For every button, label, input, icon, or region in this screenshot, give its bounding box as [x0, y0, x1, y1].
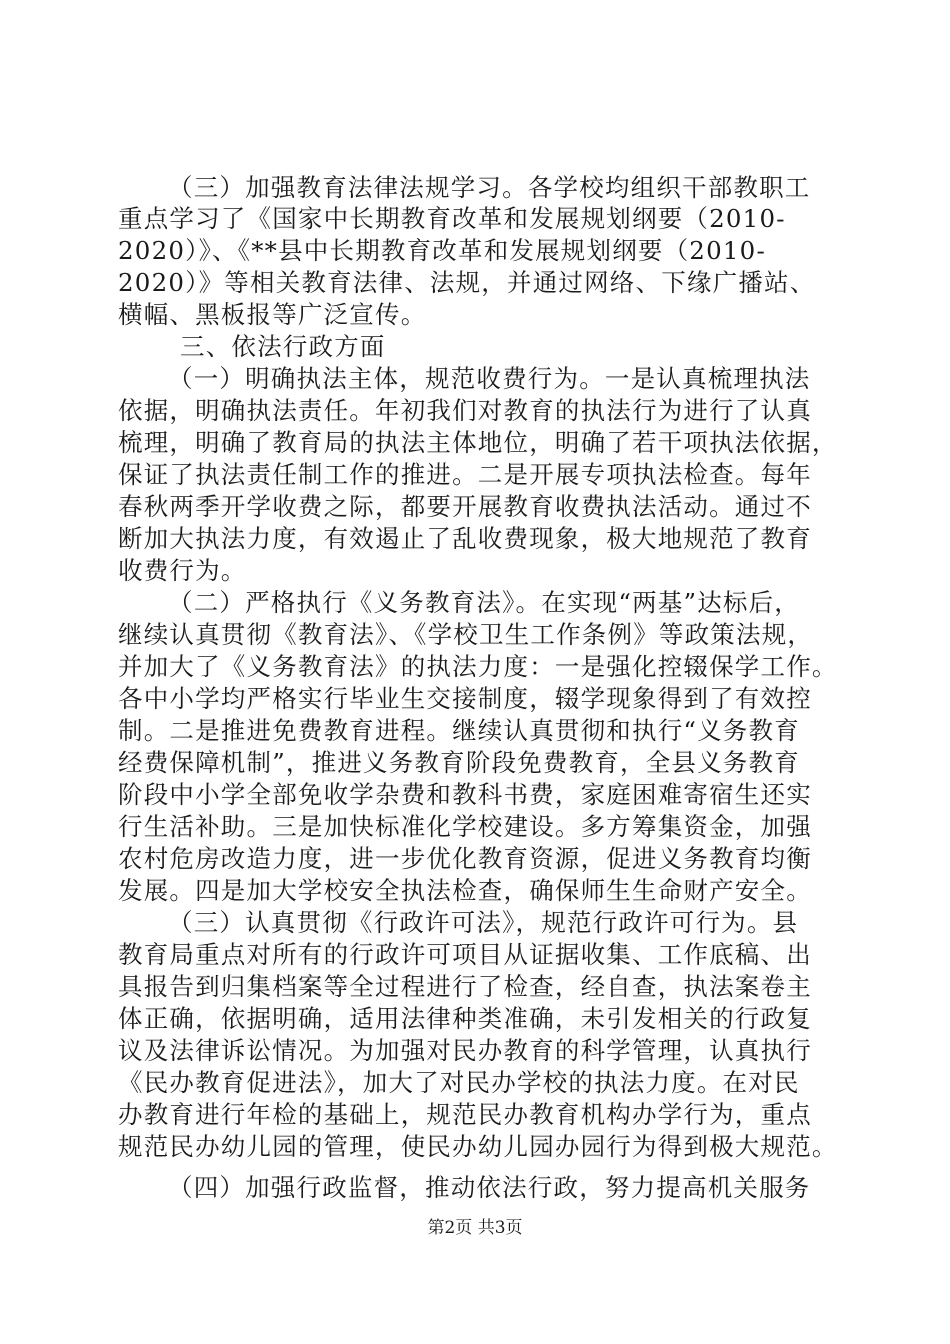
text-line: 经费保障机制”，推进义务教育阶段免费教育，全县义务教育 [118, 748, 800, 777]
text-line: 保证了执法责任制工作的推进。二是开展专项执法检查。每年 [118, 460, 812, 489]
text-line: 行生活补助。三是加快标准化学校建设。多方筹集资金，加强 [118, 812, 812, 841]
text-line: 梳理，明确了教育局的执法主体地位，明确了若干项执法依据， [118, 428, 838, 457]
text-line: 2020）》等相关教育法律、法规，并通过网络、下缘广播站、 [118, 268, 816, 297]
text-line: （一）明确执法主体，规范收费行为。一是认真梳理执法 [168, 364, 811, 393]
text-line: 春秋两季开学收费之际，都要开展教育收费执法活动。通过不 [118, 492, 812, 521]
text-line: 阶段中小学全部免收学杂费和教科书费，家庭困难寄宿生还实 [118, 780, 812, 809]
text-line: （三）认真贯彻《行政许可法》，规范行政许可行为。县 [168, 908, 799, 937]
text-line: 体正确，依据明确，适用法律种类准确，未引发相关的行政复 [118, 1004, 812, 1033]
text-line: 规范民办幼儿园的管理，使民办幼儿园办园行为得到极大规范。 [118, 1132, 838, 1161]
text-line: 并加大了《义务教育法》的执法力度：一是强化控辍保学工作。 [118, 652, 838, 681]
text-line: 教育局重点对所有的行政许可项目从证据收集、工作底稿、出 [118, 940, 812, 969]
text-line: （四）加强行政监督，推动依法行政，努力提高机关服务 [168, 1173, 811, 1202]
text-line: 议及法律诉讼情况。为加强对民办教育的科学管理，认真执行 [118, 1036, 812, 1065]
text-line: 2020）》、《**县中长期教育改革和发展规划纲要（2010- [118, 236, 766, 265]
page-number-footer: 第2页 共3页 [427, 1218, 523, 1238]
text-line: 具报告到归集档案等全过程进行了检查，经自查，执法案卷主 [118, 972, 812, 1001]
text-line: 《民办教育促进法》，加大了对民办学校的执法力度。在对民 [118, 1068, 800, 1097]
text-line: 横幅、黑板报等广泛宣传。 [118, 300, 427, 329]
text-line: 发展。四是加大学校安全执法检查，确保师生生命财产安全。 [118, 876, 812, 905]
text-line: 重点学习了《国家中长期教育改革和发展规划纲要（2010- [118, 204, 786, 233]
text-line: 办教育进行年检的基础上，规范民办教育机构办学行为，重点 [118, 1100, 812, 1129]
section-heading: 三、依法行政方面 [180, 332, 386, 361]
text-line: 依据，明确执法责任。年初我们对教育的执法行为进行了认真 [118, 396, 812, 425]
text-line: （三）加强教育法律法规学习。各学校均组织干部教职工 [168, 173, 811, 202]
text-line: 各中小学均严格实行毕业生交接制度，辍学现象得到了有效控 [118, 684, 812, 713]
text-line: 农村危房改造力度，进一步优化教育资源，促进义务教育均衡 [118, 844, 812, 873]
text-line: 制。二是推进免费教育进程。继续认真贯彻和执行“义务教育 [118, 716, 800, 745]
text-line: （二）严格执行《义务教育法》。在实现“两基”达标后， [168, 588, 800, 617]
text-line: 断加大执法力度，有效遏止了乱收费现象，极大地规范了教育 [118, 524, 812, 553]
text-line: 继续认真贯彻《教育法》、《学校卫生工作条例》等政策法规， [118, 620, 814, 649]
text-line: 收费行为。 [118, 556, 247, 585]
